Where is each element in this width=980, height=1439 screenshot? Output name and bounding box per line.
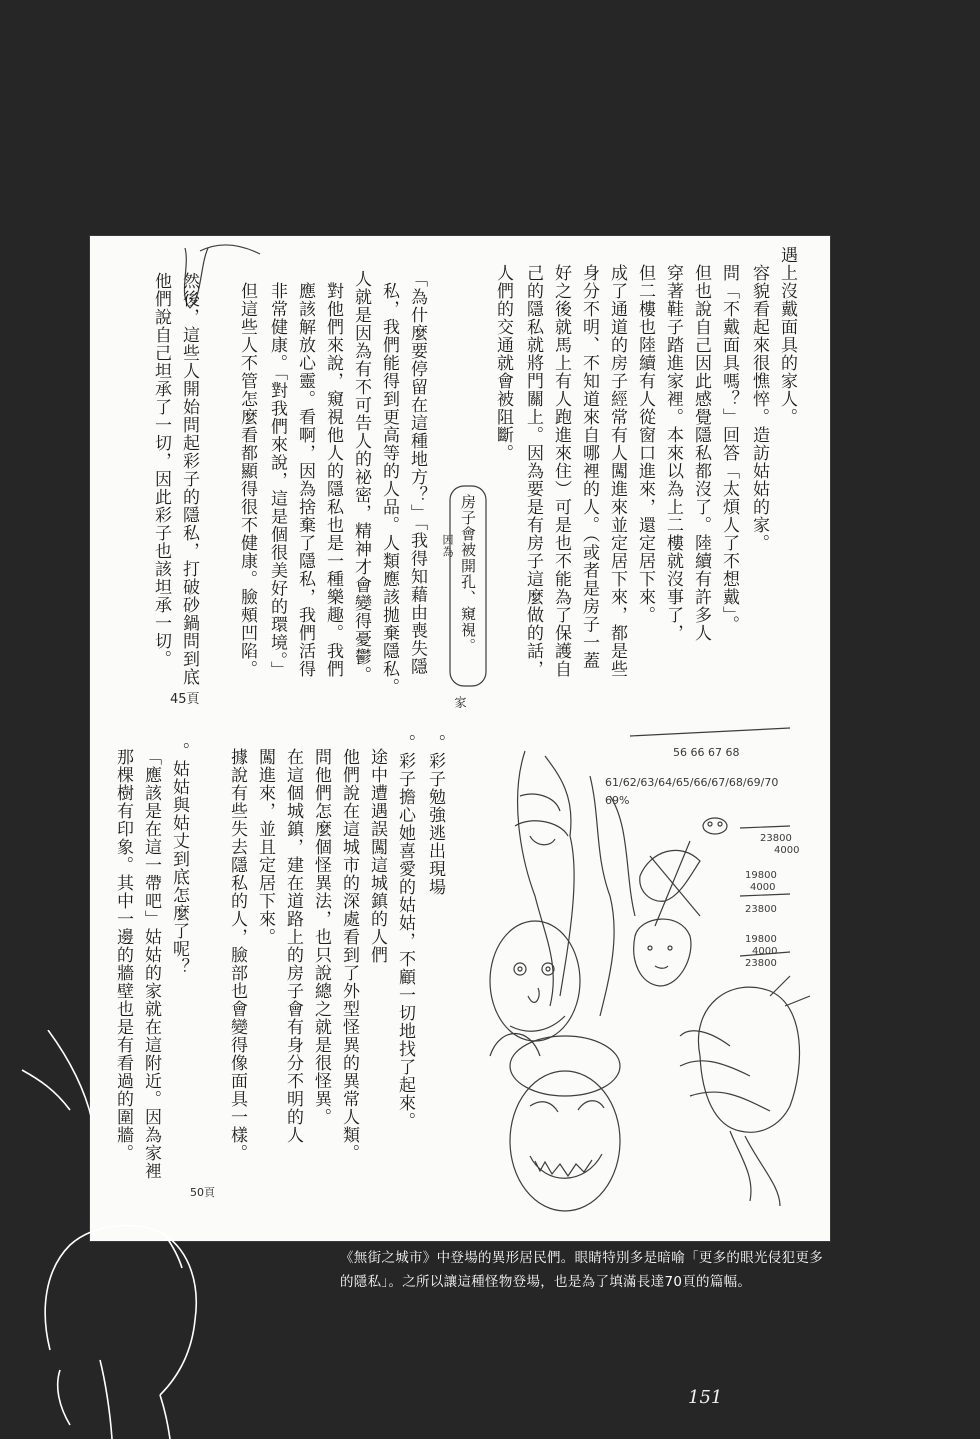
text-column: 身分不明、不知道來自哪裡的人。（或者是房子一蓋	[579, 264, 599, 670]
text-column: 據說有些失去隱私的人，臉部也會變得像面具一樣。	[227, 748, 247, 1162]
tall-creature-sketch	[515, 751, 574, 1006]
inserted-note: 房子會被開孔、窺視。	[459, 494, 477, 654]
text-column: 「應該是在這一帶吧」姑姑的家就在這附近。因為家裡	[141, 748, 161, 1180]
text-column: 好之後就馬上有人跑進來住）可是也不能為了保護自	[551, 264, 571, 678]
inserted-note-small: 因為	[441, 534, 454, 558]
bird-sketch	[640, 850, 700, 901]
svg-text:4000: 4000	[752, 946, 778, 957]
text-column: 遇上沒戴面具的家人。	[777, 246, 797, 426]
text-column: 那棵樹有印象。其中一邊的牆壁也是有看過的圍牆。	[113, 748, 133, 1162]
svg-text:23800: 23800	[745, 958, 777, 969]
text-column: 問「不戴面具嗎？」回答「太煩人了不想戴」。	[719, 264, 739, 634]
page-mark-top: 45頁	[170, 692, 200, 707]
text-column: 他們說自己坦承了一切，因此彩子也該坦承一切。	[151, 272, 171, 668]
figure-caption: 《無街之城市》中登場的異形居民們。眼睛特別多是暗喻「更多的眼光侵犯更多的隱私」。之所以讓這種怪物登場，也是為了填滿長達70頁的篇幅。	[340, 1250, 823, 1290]
text-column: 但二樓也陸續有人從窗口進來，還定居下來。	[635, 264, 655, 624]
inserted-note-tail: 家	[453, 696, 467, 709]
page-mark-bottom: 50頁	[190, 1186, 215, 1199]
text-column: 途中遭遇誤闖這城鎮的人們	[367, 748, 387, 964]
text-column: 問他們怎麼個怪異法，也只說總之就是很怪異。	[311, 748, 331, 1126]
svg-text:23800: 23800	[745, 904, 777, 915]
text-column: 闖進來，並且定居下來。	[255, 748, 275, 946]
text-column: 然後，這些人開始問起彩子的隱私，打破砂鍋問到底	[179, 272, 199, 686]
text-column: 。姑姑與姑丈到底怎麼了呢？	[169, 742, 189, 976]
svg-text:4000: 4000	[750, 882, 776, 893]
text-column: 穿著鞋子踏進家裡。本來以為上二樓就沒事了，	[663, 264, 683, 642]
text-column: 人就是因為有不可告人的祕密，精神才會變得憂鬱。	[351, 270, 371, 684]
sketch-number-row-top: 56 66 67 68	[673, 746, 740, 759]
svg-text:4000: 4000	[774, 845, 800, 856]
svg-text:19800: 19800	[745, 870, 777, 881]
mask-face-sketch	[703, 818, 727, 834]
svg-text:23800: 23800	[760, 833, 792, 844]
text-column: 容貌看起來很憔悴。造訪姑姑的家。	[749, 264, 769, 552]
silhouette-drawing	[0, 1030, 220, 1439]
text-column: 。彩子擔心她喜愛的姑姑，不顧一切地找了起來。	[395, 734, 415, 1130]
text-column: 但也說自己因此感覺隱私都沒了。陸續有許多人	[691, 264, 711, 642]
text-column: 對他們來說，窺視他人的隱私也是一種樂趣。我們	[323, 282, 343, 678]
text-column: 在這個城鎮，建在道路上的房子會有身分不明的人	[283, 748, 303, 1144]
svg-text:19800: 19800	[745, 934, 777, 945]
bulb-creature-sketch	[698, 987, 799, 1132]
text-column: 他們說在這城市的深處看到了外型怪異的異常人類。	[339, 748, 359, 1162]
text-column: 但這些人不管怎麼看都顯得很不健康。臉頰凹陷。	[237, 282, 257, 678]
child-face-sketch	[634, 919, 691, 986]
arrow-mark	[200, 245, 260, 254]
sketch-calc-1	[745, 833, 799, 915]
text-column: 私，我們能得到更高等的人品。人類應該拋棄隱私。	[379, 282, 399, 696]
text-column: 成了通道的房子經常有人闖進來並定居下來，都是些	[607, 264, 627, 678]
owl-mask-sketch	[490, 921, 580, 1041]
page-number: 151	[688, 1387, 723, 1408]
text-column: 「為什麼要停留在這種地方？」「我得知藉由喪失隱	[407, 270, 427, 676]
sketch-percent: 69%	[605, 794, 630, 807]
sketch-calc-2	[745, 934, 777, 969]
sketch-number-row-mid: 61/62/63/64/65/66/67/68/69/70	[605, 776, 779, 789]
text-column: 非常健康。「對我們來說，這是個很美好的環境。」	[267, 282, 287, 679]
text-column: 應該解放心靈。看啊，因為捨棄了隱私，我們活得	[295, 282, 315, 678]
text-column: 人們的交通就會被阻斷。	[493, 264, 513, 462]
text-column: 。彩子勉強逃出現場	[425, 734, 445, 896]
text-column: 己的隱私就將門關上。因為要是有房子這麼做的話，	[523, 264, 543, 678]
grin-mask-sketch	[510, 1071, 620, 1211]
